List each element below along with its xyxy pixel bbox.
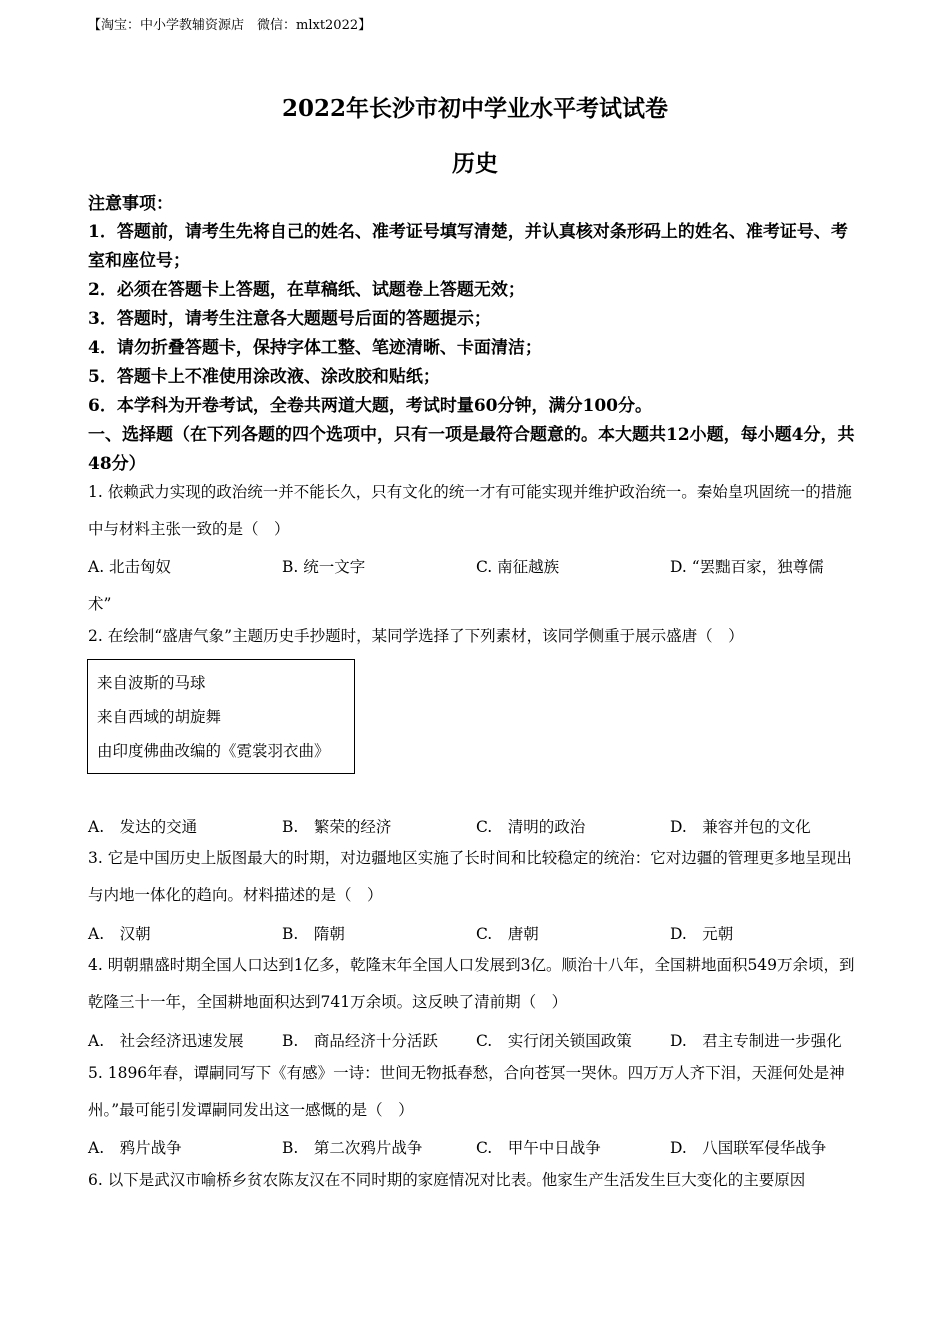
question-2-stem: 2. 在绘制“盛唐气象”主题历史手抄题时，某同学选择了下列素材，该同学侧重于展示盛唐（ ）	[88, 627, 744, 645]
option-c: C. 南征越族	[476, 558, 560, 576]
option-a: A. 鸦片战争	[88, 1139, 182, 1157]
question-6-stem: 6. 以下是武汉市喻桥乡贫农陈友汉在不同时期的家庭情况对比表。他家生产生活发生巨大变化的主要原因	[88, 1171, 806, 1189]
header-note: 【淘宝：中小学教辅资源店 微信：mlxt2022】	[88, 18, 372, 33]
section-heading: 一、选择题（在下列各题的四个选项中，只有一项是最符合题意的。本大题共12小题，每小题4分，共48分）	[88, 425, 855, 474]
option-a: A. 发达的交通	[88, 818, 198, 836]
notice-heading: 注意事项：	[88, 194, 173, 214]
question-3-stem: 3. 它是中国历史上版图最大的时期，对边疆地区实施了长时间和比较稳定的统治：它对边疆的管理更多地呈现出与内地一体化的趋向。材料描述的是（ ）	[88, 849, 852, 904]
option-a: A. 北击匈奴	[88, 558, 172, 576]
option-c: C. 清明的政治	[476, 818, 586, 836]
material-item: 来自波斯的马球	[97, 674, 206, 692]
notice-item-1: 1．答题前，请考生先将自己的姓名、准考证号填写清楚，并认真核对条形码上的姓名、准考证号、考室和座位号；	[88, 222, 848, 271]
notice-item-2: 2．必须在答题卡上答题，在草稿纸、试题卷上答题无效；	[88, 280, 525, 300]
question-4-stem: 4. 明朝鼎盛时期全国人口达到1亿多，乾隆末年全国人口发展到3亿。顺治十八年，全国耕地面积549万余顷，到乾隆三十一年，全国耕地面积达到741万余顷。这反映了清前期（ ）	[88, 956, 855, 1011]
option-b: B. 隋朝	[282, 925, 345, 943]
material-item: 来自西域的胡旋舞	[97, 708, 222, 726]
question-1-stem: 1. 依赖武力实现的政治统一并不能长久，只有文化的统一才有可能实现并维护政治统一。秦始皇巩固统一的措施中与材料主张一致的是（ ）	[88, 483, 852, 538]
subject-title: 历史	[452, 150, 498, 177]
material-box	[87, 659, 355, 774]
option-d: D. 君主专制进一步强化	[670, 1032, 842, 1050]
question-5-stem: 5. 1896年春，谭嗣同写下《有感》一诗：世间无物抵春愁，合向苍冥一哭休。四万万人齐下泪，天涯何处是神州。”最可能引发谭嗣同发出这一感慨的是（ ）	[88, 1064, 845, 1119]
option-b: B. 繁荣的经济	[282, 818, 392, 836]
notice-item-4: 4．请勿折叠答题卡，保持字体工整、笔迹清晰、卡面清洁；	[88, 338, 542, 358]
notice-item-6: 6．本学科为开卷考试，全卷共两道大题，考试时量60分钟，满分100分。	[88, 396, 652, 416]
option-d: D. 兼容并包的文化	[670, 818, 811, 836]
option-b: B. 商品经济十分活跃	[282, 1032, 438, 1050]
material-item: 由印度佛曲改编的《霓裳羽衣曲》	[97, 742, 330, 760]
exam-title: 2022年长沙市初中学业水平考试试卷	[281, 95, 668, 122]
notice-item-5: 5．答题卡上不准使用涂改液、涂改胶和贴纸；	[88, 367, 440, 387]
question-1-options	[88, 555, 878, 585]
option-c: C. 甲午中日战争	[476, 1139, 601, 1157]
option-a: A. 社会经济迅速发展	[88, 1032, 244, 1050]
option-b: B. 统一文字	[282, 558, 366, 576]
question-1-option-wrap: 术”	[88, 595, 112, 613]
option-d: D. “罢黜百家，独尊儒	[670, 558, 824, 576]
option-c: C. 实行闭关锁国政策	[476, 1032, 632, 1050]
option-b: B. 第二次鸦片战争	[282, 1139, 423, 1157]
option-d: D. 八国联军侵华战争	[670, 1139, 827, 1157]
option-a: A. 汉朝	[88, 925, 151, 943]
option-d: D. 元朝	[670, 925, 734, 943]
option-c: C. 唐朝	[476, 925, 539, 943]
notice-item-3: 3．答题时，请考生注意各大题题号后面的答题提示；	[88, 309, 491, 329]
